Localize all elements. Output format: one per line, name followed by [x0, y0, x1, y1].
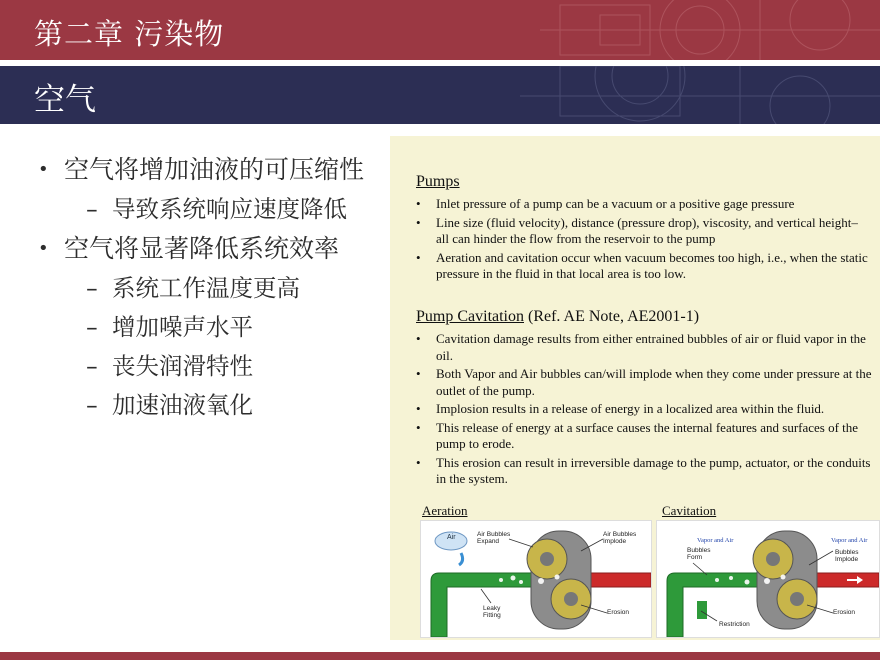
sub-bullet-item [38, 269, 398, 308]
dash-icon: – [86, 195, 98, 223]
sub-bullet-item [38, 308, 398, 347]
dash-icon: – [86, 274, 98, 302]
cavitation-ref: (Ref. AE Note, AE2001-1) [524, 308, 700, 325]
pumps-list-item: • Aeration and cavitation occur when vacuum becomes too high, i.e., when the static pressure in the fluid in that local area is too low. [416, 250, 874, 283]
pump-notes-panel [390, 136, 880, 640]
pumps-list-item: • Inlet pressure of a pump can be a vacuum or a positive gage pressure [416, 196, 874, 213]
vapor-air-right-label: Vapor and Air [831, 537, 868, 544]
bullet-item [38, 150, 398, 190]
cavitation-heading-text: Pump Cavitation [416, 308, 524, 325]
dash-icon: – [86, 313, 98, 341]
restriction-label: Restriction [719, 621, 750, 628]
bubbles-form-label: Bubbles Form [687, 547, 711, 561]
cavitation-list-item: • Cavitation damage results from either entrained bubbles of air or fluid vapor in the oil. [416, 331, 874, 364]
sub-bullet-text: 丧失润滑特性 [112, 352, 253, 380]
pumps-list [416, 196, 874, 285]
section-header-bar [0, 66, 880, 124]
cavitation-erosion-label: Erosion [833, 609, 856, 616]
bullet-list [38, 150, 398, 425]
footer-bar [0, 652, 880, 660]
bullet-item [38, 229, 398, 269]
pumps-heading: Pumps [416, 173, 460, 190]
sub-bullet-text: 增加噪声水平 [112, 313, 253, 341]
cavitation-list [416, 331, 874, 490]
cavitation-list-item: • Implosion results in a release of energy in a localized area within the fluid. [416, 401, 874, 418]
cavitation-caption: Cavitation [662, 503, 717, 518]
chapter-header-bar [0, 0, 880, 60]
cavitation-list-item: • Both Vapor and Air bubbles can/will implode when they come under pressure at the outlet of the pump. [416, 366, 874, 399]
air-bubbles-implode-label: Air Bubbles Implode [603, 531, 637, 545]
cavitation-list-item: • This release of energy at a surface causes the internal features and surfaces of the pump to erode. [416, 420, 874, 453]
cavitation-list-item: • This erosion can result in irreversible damage to the pump, actuator, or the conduits in the system. [416, 455, 874, 488]
dash-icon: – [86, 391, 98, 419]
sub-bullet-text: 导致系统响应速度降低 [112, 195, 347, 223]
aeration-diagram [420, 520, 652, 638]
sub-bullet-item [38, 347, 398, 386]
engineering-drawing-watermark-2 [0, 66, 880, 124]
sub-bullet-item [38, 190, 398, 229]
vapor-air-left-label: Vapor and Air [697, 537, 734, 544]
sub-bullet-text: 加速油液氧化 [112, 391, 253, 419]
chapter-title: 第二章 污染物 [34, 17, 225, 51]
section-title: 空气 [34, 82, 96, 118]
cavitation-diagram [656, 520, 880, 638]
bullet-dot-icon: • [38, 238, 49, 259]
sub-bullet-text: 系统工作温度更高 [112, 274, 300, 302]
bullet-dot-icon: • [38, 159, 49, 180]
cavitation-heading [416, 308, 699, 326]
dash-icon: – [86, 352, 98, 380]
bullet-text: 空气将增加油液的可压缩性 [64, 155, 365, 184]
air-bubbles-expand-label: Air Bubbles Expand [477, 531, 511, 545]
bubbles-implode-label: Bubbles Implode [835, 549, 859, 563]
sub-bullet-item [38, 386, 398, 425]
air-label: Air [447, 534, 456, 541]
leaky-fitting-label: Leaky Fitting [483, 605, 501, 619]
pumps-list-item: • Line size (fluid velocity), distance (pressure drop), viscosity, and vertical height– all can hinder the flow from the reservoir to the pump [416, 215, 874, 248]
bullet-text: 空气将显著降低系统效率 [64, 234, 340, 263]
aeration-caption: Aeration [422, 503, 468, 518]
erosion-label: Erosion [607, 609, 630, 616]
